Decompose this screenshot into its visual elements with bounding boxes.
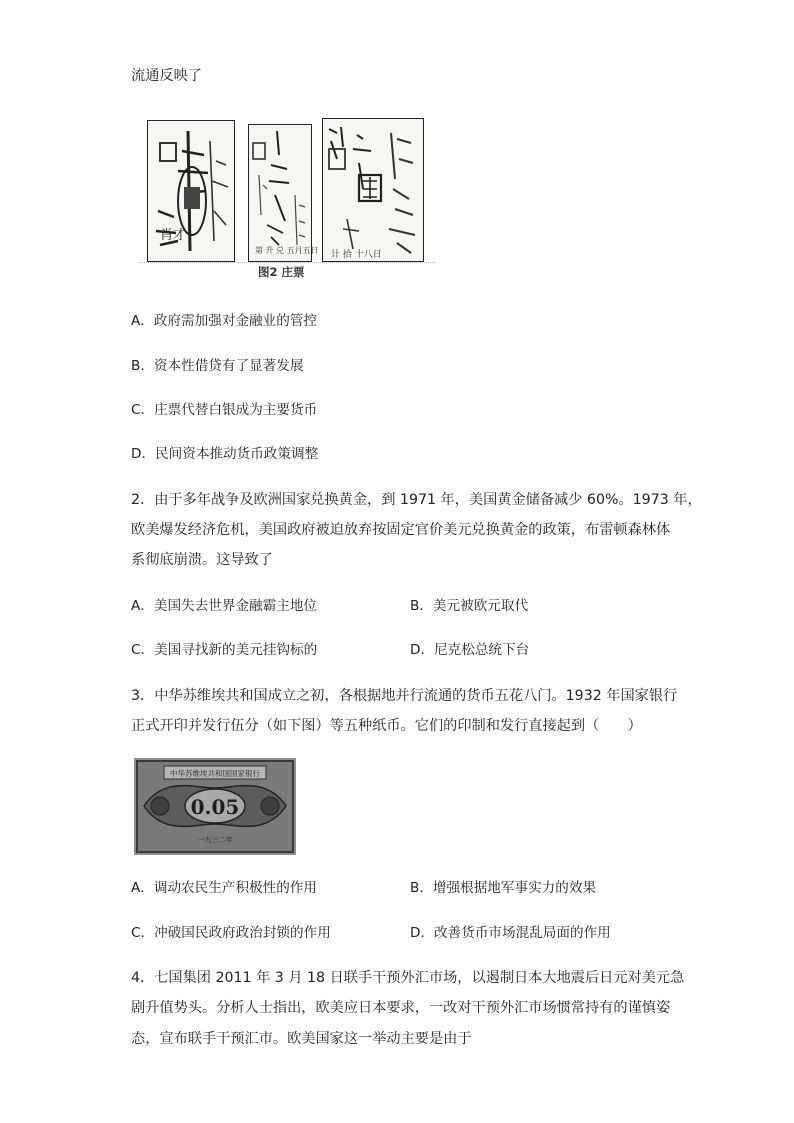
currency-note-figure — [134, 758, 296, 855]
note-bottom-text: 一九三二年 — [197, 836, 233, 844]
q4-stem-line-2: 剧升值势头。分析人士指出，欧美应日本要求，一改对干预外汇市场惯常持有的谨慎姿 — [131, 1000, 671, 1016]
q1-option-b[interactable]: B．资本性借贷有了显著发展 — [131, 358, 304, 374]
q2-stem-line-2: 欧美爆发经济危机，美国政府被迫放弃按固定官价美元兑换黄金的政策，布雷顿森林体 — [131, 522, 671, 538]
q2-option-c[interactable]: C．美国寻找新的美元挂钩标的 — [131, 642, 318, 658]
q2-option-b[interactable]: B．美元被欧元取代 — [410, 598, 529, 614]
zhuangpiao-note-3 — [322, 118, 424, 262]
q1-option-d[interactable]: D．民间资本推动货币政策调整 — [131, 446, 319, 462]
q2-stem-line-1: 2．由于多年战争及欧洲国家兑换黄金，到 1971 年，美国黄金储备减少 60%。1973 年， — [131, 492, 702, 508]
q3-option-a[interactable]: A．调动农民生产积极性的作用 — [131, 880, 318, 896]
note-3-chars: 计 拾 十八日 — [331, 250, 382, 260]
q2-option-d[interactable]: D．尼克松总统下台 — [410, 642, 530, 658]
intro-fragment: 流通反映了 — [131, 68, 202, 84]
q3-option-b[interactable]: B．增强根据地军事实力的效果 — [410, 880, 597, 896]
q4-stem-line-1: 4．七国集团 2011 年 3 月 18 日联手干预外汇市场，以遏制日本大地震后日元对美元急 — [131, 970, 685, 986]
q1-option-c[interactable]: C．庄票代替白银成为主要货币 — [131, 402, 318, 418]
q4-stem-line-3: 态，宣布联手干预汇市。欧美国家这一举动主要是由于 — [131, 1031, 472, 1047]
note-1-image — [148, 121, 234, 261]
note-top-text: 中华苏维埃共和国国家银行 — [170, 769, 260, 778]
q3-option-c[interactable]: C．冲破国民政府政治封锁的作用 — [131, 925, 331, 941]
note-3-image — [323, 119, 423, 261]
zhuangpiao-note-1 — [147, 120, 235, 262]
q1-option-a[interactable]: A．政府需加强对金融业的管控 — [131, 313, 318, 329]
zhuangpiao-note-2 — [248, 124, 319, 262]
note-2-chars: 第 升 兑 五月五日 — [255, 246, 319, 255]
q3-option-d[interactable]: D．改善货币市场混乱局面的作用 — [410, 925, 611, 941]
q2-option-a[interactable]: A．美国失去世界金融霸主地位 — [131, 598, 318, 614]
note-2-image — [249, 125, 319, 261]
q3-stem-line-2: 正式开印并发行伍分（如下图）等五种纸币。它们的印制和发行直接起到（ ） — [131, 718, 642, 734]
q2-stem-line-3: 系彻底崩溃。这导致了 — [131, 552, 273, 568]
note-value: 0.05 — [190, 795, 240, 819]
five-fen-banknote — [134, 758, 296, 855]
figure-caption: 图2 庄票 — [258, 265, 305, 279]
note-1-chars: 肖才 — [160, 228, 187, 243]
figure-divider — [140, 262, 435, 263]
q3-stem-line-1: 3．中华苏维埃共和国成立之初，各根据地并行流通的货币五花八门。1932 年国家银行 — [131, 688, 678, 704]
